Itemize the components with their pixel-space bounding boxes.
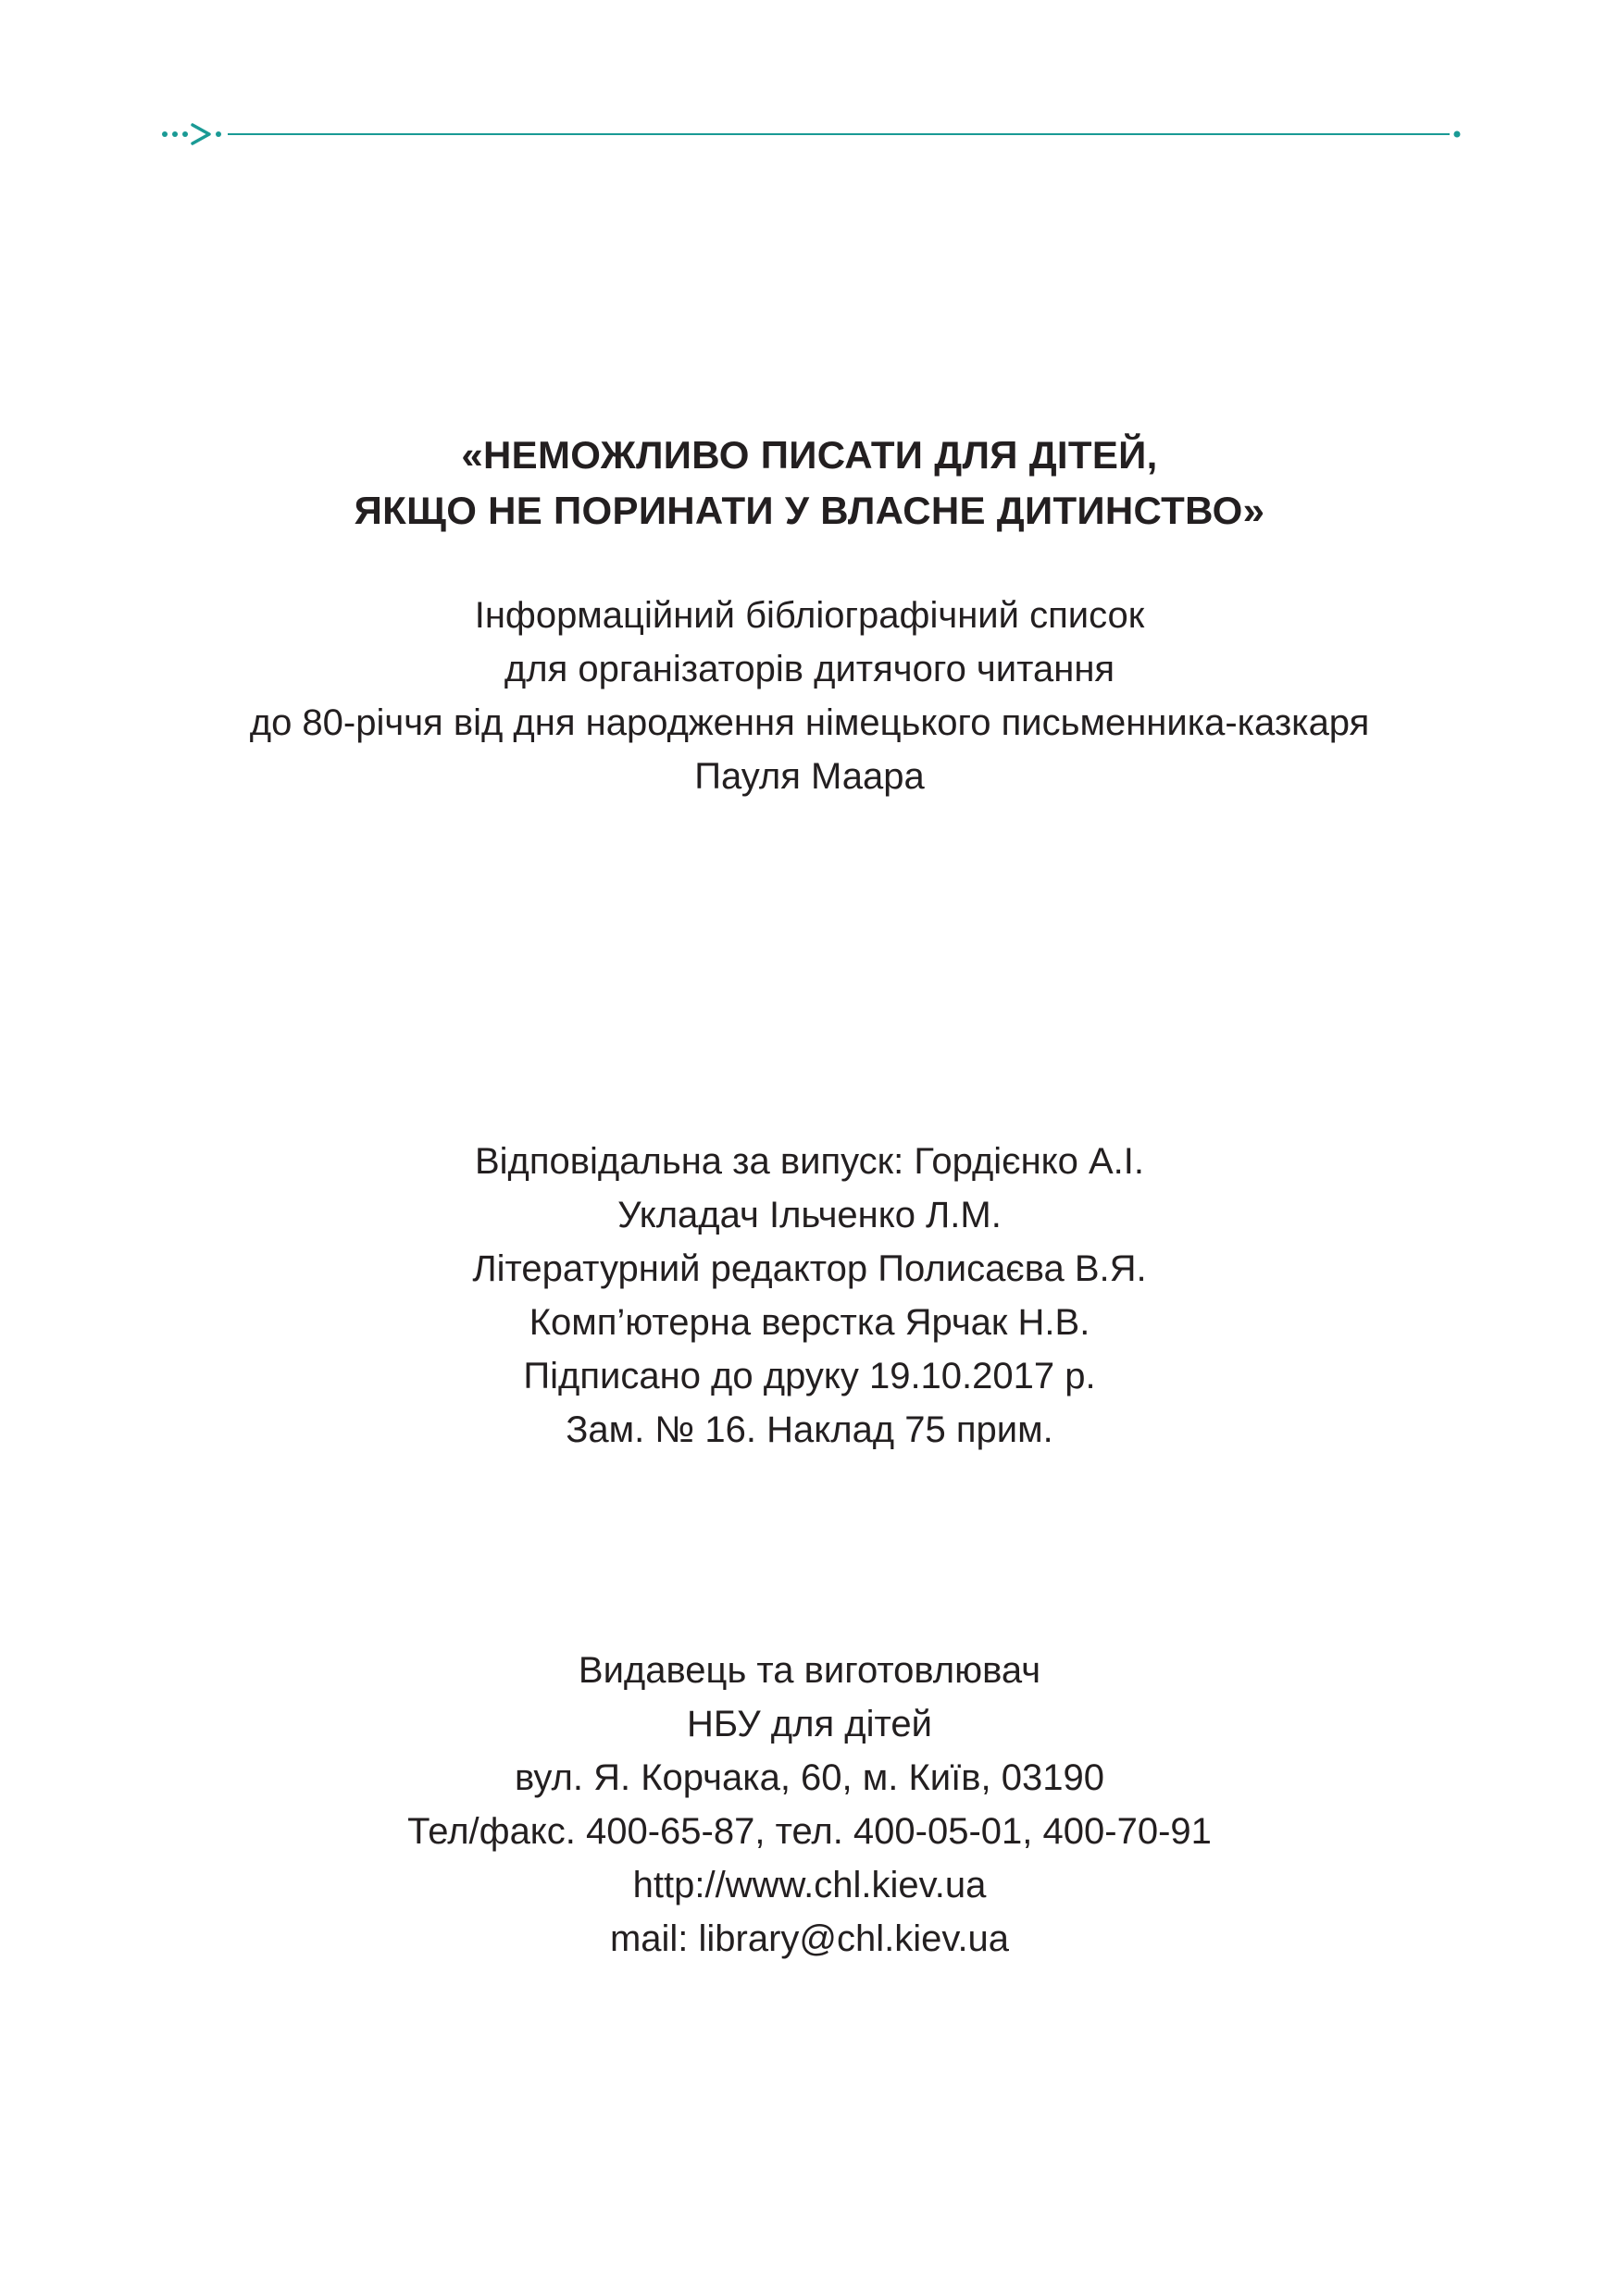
document-title — [0, 428, 1619, 539]
credits-block — [0, 1135, 1619, 1457]
publisher-website: http://www.chl.kiev.ua — [632, 1865, 987, 1905]
subtitle-line: Пауля Маара — [694, 756, 925, 797]
publisher-name: НБУ для дітей — [687, 1704, 932, 1744]
credit-line: Зам. № 16. Наклад 75 прим. — [566, 1409, 1053, 1450]
publisher-line: Видавець та виготовлювач — [578, 1650, 1041, 1691]
title-line: «НЕМОЖЛИВО ПИСАТИ ДЛЯ ДІТЕЙ, — [461, 433, 1158, 477]
publisher-phones: Тел/факс. 400-65-87, тел. 400-05-01, 400-70-91 — [407, 1811, 1212, 1852]
subtitle-line: до 80-річчя від дня народження німецького письменника-казкаря — [249, 702, 1370, 743]
publisher-block — [0, 1644, 1619, 1966]
publisher-address: вул. Я. Корчака, 60, м. Київ, 03190 — [515, 1757, 1104, 1798]
subtitle-line: для організаторів дитячого читання — [504, 649, 1115, 689]
credit-line: Комп’ютерна верстка Ярчак Н.В. — [529, 1302, 1090, 1343]
credit-line: Підписано до друку 19.10.2017 р. — [523, 1356, 1096, 1396]
subtitle-line: Інформаційний бібліографічний список — [474, 595, 1145, 636]
title-line: ЯКЩО НЕ ПОРИНАТИ У ВЛАСНЕ ДИТИНСТВО» — [354, 489, 1265, 532]
arrow-divider-icon — [161, 120, 1463, 148]
credit-line: Відповідальна за випуск: Гордієнко А.І. — [474, 1141, 1144, 1182]
publisher-email: mail: library@chl.kiev.ua — [609, 1918, 1010, 1959]
credit-line: Літературний редактор Полисаєва В.Я. — [472, 1248, 1147, 1289]
document-subtitle — [0, 589, 1619, 803]
credit-line: Укладач Ільченко Л.М. — [617, 1195, 1002, 1235]
